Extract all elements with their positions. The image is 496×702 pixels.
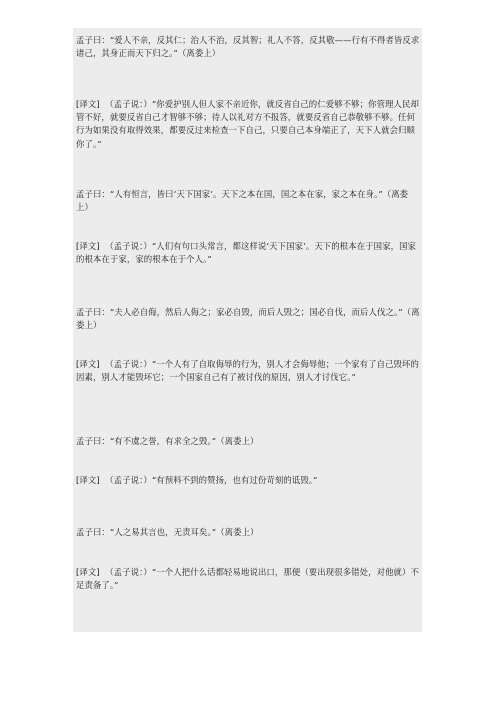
passage-2-translation: [译文] （孟子说：）“人们有句口头常言，都这样说‘天下国家’。天下的根本在于国家，国家的根本在于家，家的根本在于个人。” — [76, 241, 417, 265]
passage-1-translation: [译文] （孟子说：）“你爱护别人但人家不亲近你，就反省自己的仁爱够不够；你管理人民却管不好，就要反省自己才智够不够；待人以礼对方不报答，就要反省自己恭敬够不够。任何行为如果没有取得效果，都要反过来检查一下自己，只要自己本身端正了，天下人就会归顺你了。” — [76, 99, 419, 149]
passage-1-original: 孟子曰：“爱人不亲，反其仁；治人不治，反其智；礼人不答，反其敬——行有不得者皆反求诸己，其身正而天下归之。”（离娄上） — [76, 35, 420, 59]
passage-4-translation: [译文] （孟子说：）“有预料不到的赞扬，也有过份苛刻的诋毁。” — [76, 475, 318, 485]
passage-2-original: 孟子曰：“人有恒言，皆曰‘天下国家’。天下之本在国，国之本在家，家之本在身。”（离娄上） — [76, 189, 409, 213]
passage-4-original: 孟子曰：“有不虞之誉，有求全之毁。”（离娄上） — [76, 436, 259, 446]
passage-3-original: 孟子曰：“夫人必自侮，然后人侮之；家必自毁，而后人毁之；国必自伐，而后人伐之。”（离娄上） — [76, 307, 420, 331]
passage-5-translation: [译文] （孟子说：）“一个人把什么话都轻易地说出口，那便（要出现很多错处，对他就）不足责备了。” — [76, 567, 419, 591]
passage-3-translation: [译文] （孟子说：）“一个人有了自取侮辱的行为，别人才会侮辱他；一个家有了自己毁坏的因素，别人才能毁坏它；一个国家自己有了被讨伐的原因，别人才讨伐它。” — [76, 359, 419, 383]
passage-5-original: 孟子曰：“人之易其言也，无责耳矣。”（离娄上） — [76, 527, 259, 537]
